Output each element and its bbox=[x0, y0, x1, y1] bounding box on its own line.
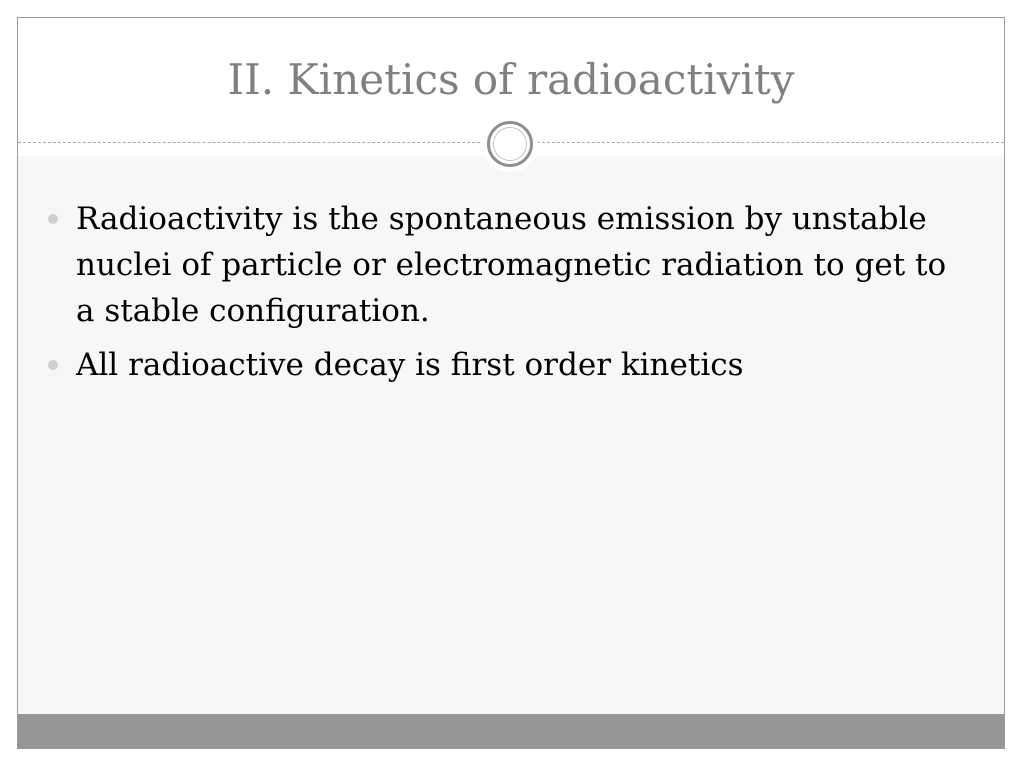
slide bbox=[17, 17, 1005, 749]
ornament-ring bbox=[487, 121, 533, 167]
bullet-dot-icon bbox=[48, 214, 58, 224]
bullet-text: All radioactive decay is first order kinetics bbox=[76, 347, 744, 383]
bullet-list bbox=[48, 196, 948, 396]
bullet-item bbox=[48, 196, 948, 334]
bullet-item bbox=[48, 342, 948, 388]
circle-ornament-icon bbox=[482, 116, 538, 172]
bullet-text: Radioactivity is the spontaneous emission by unstable nuclei of particle or electromagnetic radiation to get to a stable configuration. bbox=[76, 201, 947, 329]
bullet-dot-icon bbox=[48, 360, 58, 370]
slide-title: II. Kinetics of radioactivity bbox=[227, 55, 795, 104]
footer-bar bbox=[18, 714, 1004, 748]
